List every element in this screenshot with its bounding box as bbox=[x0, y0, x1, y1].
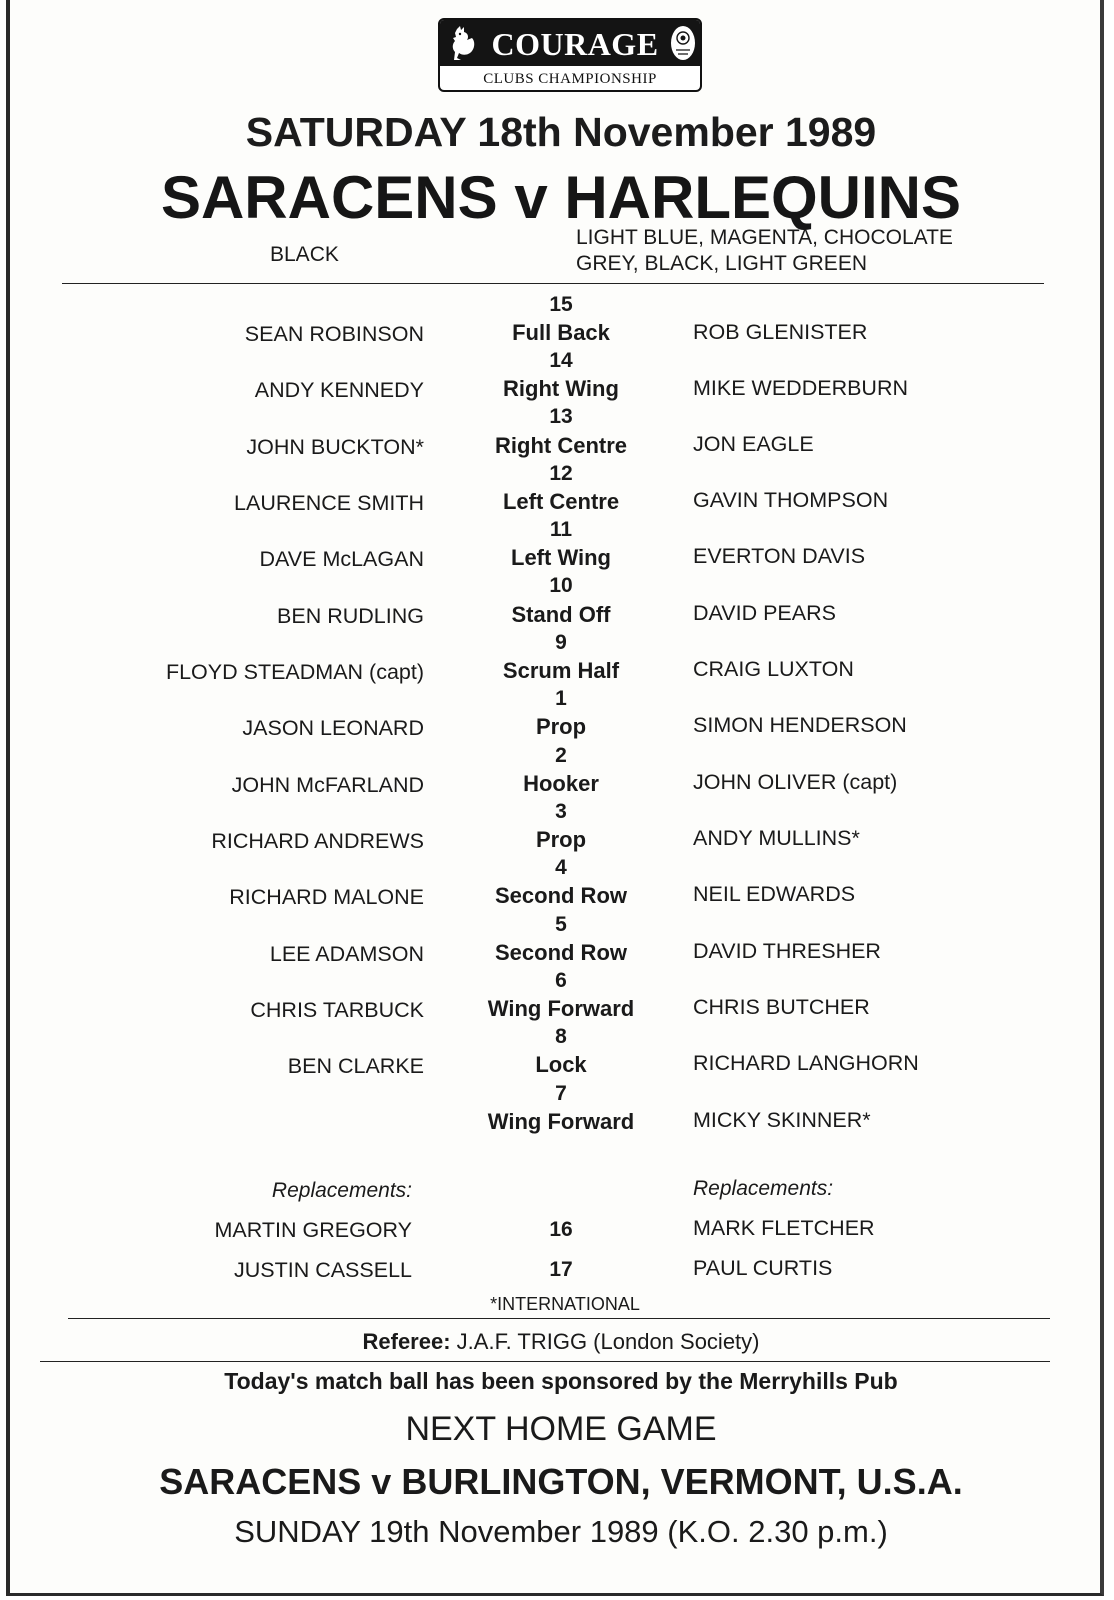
away-replacement: PAUL CURTIS bbox=[693, 1256, 833, 1280]
cockerel-icon bbox=[448, 25, 478, 61]
position-label: Hooker bbox=[523, 771, 599, 796]
position-label: Right Wing bbox=[503, 376, 619, 401]
home-player: LAURENCE SMITH bbox=[234, 491, 424, 515]
next-fixture-title: SARACENS v BURLINGTON, VERMONT, U.S.A. bbox=[159, 1461, 963, 1502]
shirt-number: 15 bbox=[549, 293, 573, 316]
home-player: FLOYD STEADMAN (capt) bbox=[165, 660, 424, 684]
away-player: JOHN OLIVER (capt) bbox=[693, 770, 898, 794]
away-player: MICKY SKINNER* bbox=[693, 1108, 871, 1132]
position-label: Wing Forward bbox=[487, 1109, 635, 1134]
home-player: BEN CLARKE bbox=[287, 1054, 424, 1078]
home-player: RICHARD MALONE bbox=[229, 885, 424, 909]
logo-brand-name: COURAGE bbox=[491, 26, 659, 62]
shirt-number: 3 bbox=[555, 800, 567, 823]
position-label: Right Centre bbox=[495, 433, 627, 458]
shirt-number: 9 bbox=[555, 631, 567, 654]
position-label: Lock bbox=[535, 1052, 587, 1077]
replacement-number: 17 bbox=[549, 1258, 573, 1281]
logo-subtitle: CLUBS CHAMPIONSHIP bbox=[483, 71, 657, 87]
next-fixture-date: SUNDAY 19th November 1989 (K.O. 2.30 p.m.) bbox=[234, 1514, 888, 1549]
shirt-number: 7 bbox=[555, 1082, 567, 1105]
home-player: BEN RUDLING bbox=[277, 604, 424, 628]
replacement-number: 16 bbox=[549, 1218, 573, 1241]
home-replacement: MARTIN GREGORY bbox=[214, 1218, 412, 1242]
away-player: DAVID PEARS bbox=[693, 601, 836, 625]
position-label: Full Back bbox=[512, 320, 610, 345]
match-title: SARACENS v HARLEQUINS bbox=[160, 164, 962, 231]
away-replacements-label: Replacements: bbox=[693, 1177, 834, 1200]
home-player: LEE ADAMSON bbox=[269, 942, 424, 966]
home-player: ANDY KENNEDY bbox=[254, 378, 424, 402]
shirt-number: 10 bbox=[549, 574, 573, 597]
logo-band bbox=[440, 20, 700, 66]
home-player: JASON LEONARD bbox=[242, 716, 424, 740]
away-replacement: MARK FLETCHER bbox=[693, 1216, 875, 1240]
away-player: CRAIG LUXTON bbox=[693, 657, 854, 681]
rose-icon bbox=[670, 24, 696, 62]
position-label: Left Centre bbox=[502, 489, 620, 514]
home-team-colours: BLACK bbox=[270, 243, 339, 266]
shirt-number: 14 bbox=[549, 349, 573, 372]
away-player: EVERTON DAVIS bbox=[693, 544, 866, 568]
away-player: MIKE WEDDERBURN bbox=[693, 376, 909, 400]
shirt-number: 2 bbox=[555, 744, 567, 767]
shirt-number: 4 bbox=[555, 856, 567, 879]
home-replacements-label: Replacements: bbox=[271, 1179, 412, 1202]
match-date-heading: SATURDAY 18th November 1989 bbox=[245, 109, 877, 155]
international-footnote: *INTERNATIONAL bbox=[490, 1294, 640, 1314]
shirt-number: 8 bbox=[555, 1025, 567, 1048]
home-player: JOHN BUCKTON* bbox=[246, 435, 424, 459]
position-label: Prop bbox=[535, 827, 587, 852]
away-colours-line-2: GREY, BLACK, LIGHT GREEN bbox=[576, 252, 867, 275]
referee-label: Referee: bbox=[362, 1329, 451, 1354]
shirt-number: 5 bbox=[555, 913, 567, 936]
position-label: Prop bbox=[535, 714, 587, 739]
courage-logo bbox=[438, 18, 702, 92]
home-player: JOHN McFARLAND bbox=[231, 773, 424, 797]
next-home-game-heading: NEXT HOME GAME bbox=[405, 1410, 717, 1448]
home-player: SEAN ROBINSON bbox=[244, 322, 424, 346]
home-player: DAVE McLAGAN bbox=[259, 547, 424, 571]
away-player: ANDY MULLINS* bbox=[693, 826, 860, 850]
referee-name: J.A.F. TRIGG (London Society) bbox=[456, 1329, 760, 1354]
footer-divider-top bbox=[68, 1318, 1050, 1319]
away-player: DAVID THRESHER bbox=[693, 939, 881, 963]
position-label: Scrum Half bbox=[502, 658, 620, 683]
position-label: Left Wing bbox=[511, 545, 611, 570]
away-player: CHRIS BUTCHER bbox=[693, 995, 870, 1019]
home-replacement: JUSTIN CASSELL bbox=[233, 1258, 412, 1282]
home-player: RICHARD ANDREWS bbox=[211, 829, 424, 853]
away-colours-line-1: LIGHT BLUE, MAGENTA, CHOCOLATE bbox=[576, 226, 953, 249]
footer-divider-bottom bbox=[40, 1361, 1050, 1362]
away-player: SIMON HENDERSON bbox=[693, 713, 907, 737]
shirt-number: 13 bbox=[549, 405, 573, 428]
shirt-number: 11 bbox=[549, 518, 573, 541]
position-label: Stand Off bbox=[511, 602, 611, 627]
home-player: CHRIS TARBUCK bbox=[250, 998, 424, 1022]
position-label: Second Row bbox=[494, 883, 627, 908]
away-player: JON EAGLE bbox=[693, 432, 814, 456]
position-label: Wing Forward bbox=[487, 996, 635, 1021]
away-player: GAVIN THOMPSON bbox=[693, 488, 889, 512]
position-label: Second Row bbox=[494, 940, 627, 965]
header-divider bbox=[62, 283, 1044, 284]
away-player: NEIL EDWARDS bbox=[693, 882, 856, 906]
team-sheet-page bbox=[6, 0, 1104, 1596]
away-player: ROB GLENISTER bbox=[693, 320, 868, 344]
away-player: RICHARD LANGHORN bbox=[693, 1051, 919, 1075]
sponsor-note: Today's match ball has been sponsored by the Merryhills Pub bbox=[224, 1368, 898, 1394]
away-team-colours bbox=[576, 225, 1016, 277]
shirt-number: 1 bbox=[555, 687, 567, 710]
shirt-number: 6 bbox=[555, 969, 567, 992]
referee-line bbox=[10, 1328, 1112, 1356]
shirt-number: 12 bbox=[549, 462, 573, 485]
